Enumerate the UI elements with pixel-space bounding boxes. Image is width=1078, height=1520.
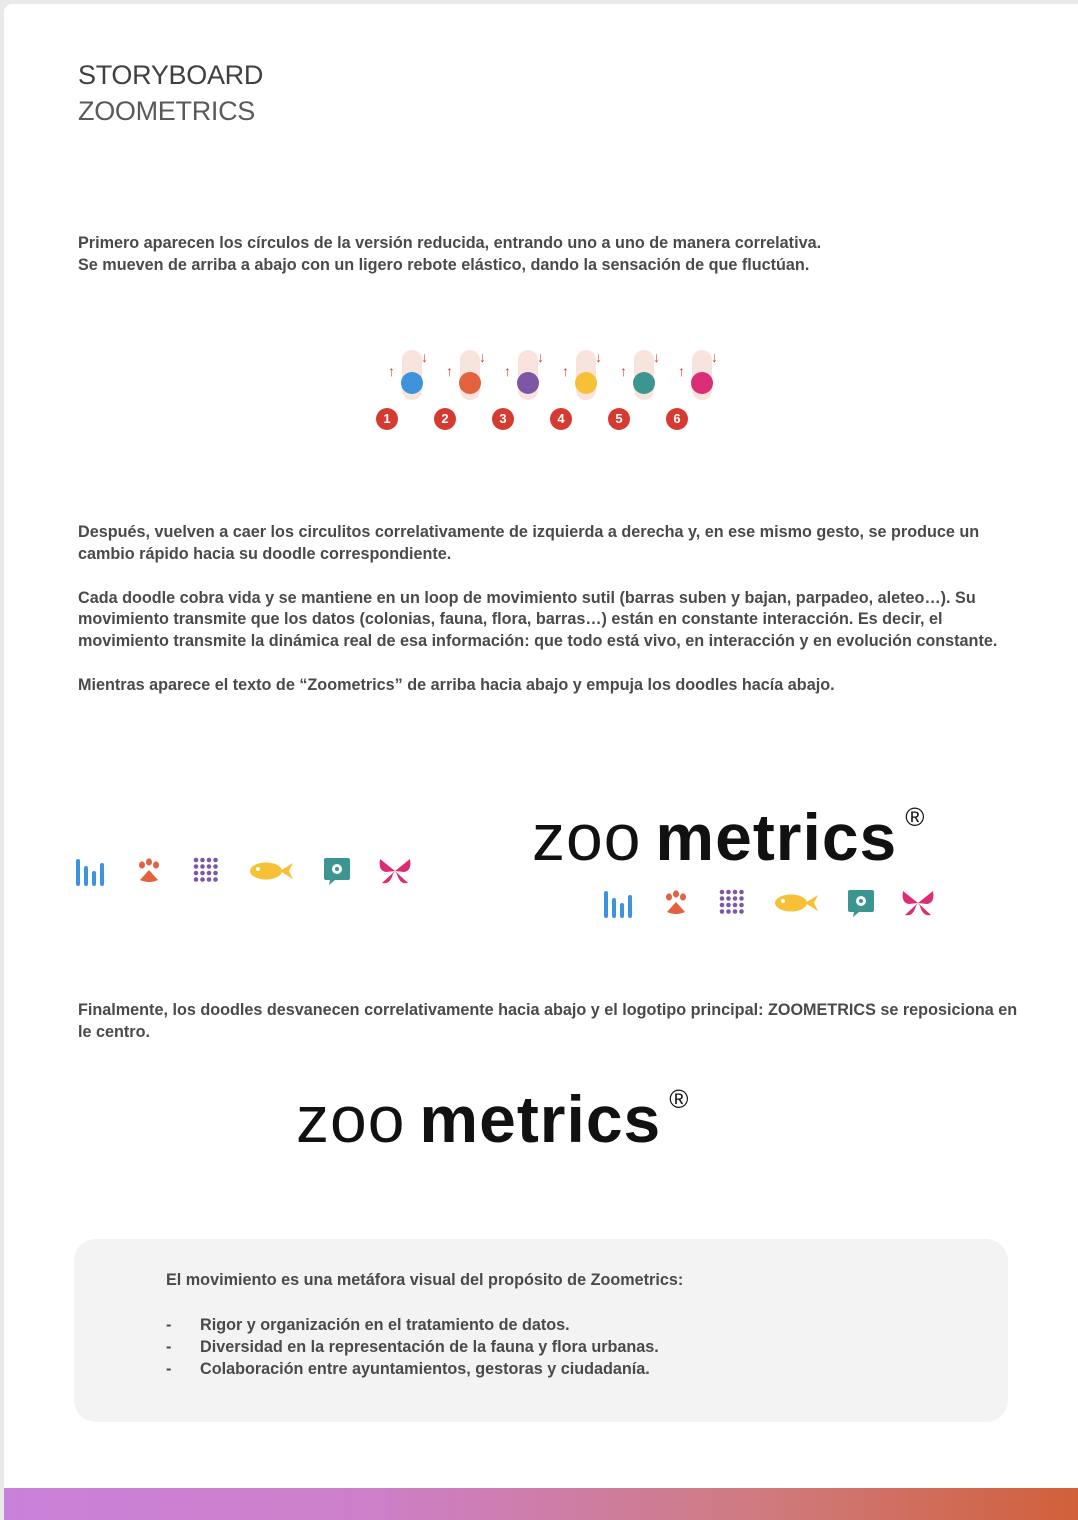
step-number-badge: 3 [492,408,514,430]
body-paragraph-2: Cada doodle cobra vida y se mantiene en un loop de movimiento sutil (barras suben y bajan, parpadeo, aleteo…). Su movimiento transmite que los datos (colonias, fauna, flora, barras…) están en constante interacción. Es decir, el movimiento transmite la dinámica real de esa información: que todo está vivo, en interacción y en evolución constante. [78,588,998,651]
circle-dot [517,372,539,394]
intro-line-2: Se mueven de arriba a abajo con un ligero rebote elástico, dando la sensación de que fluctúan. [78,255,810,274]
arrow-down-icon: ↓ [479,349,486,365]
zoometrics-logo-top [532,800,925,874]
logo-metrics: metrics [419,1082,662,1156]
bottom-gradient-bar [4,1488,1078,1520]
arrow-down-icon: ↓ [653,349,660,365]
body-text [78,522,1028,697]
step-number-badge: 6 [666,408,688,430]
summary-heading: El movimiento es una metáfora visual del propósito de Zoometrics: [166,1271,684,1289]
logo-registered-mark: ® [669,1084,689,1114]
dot-grid-icon [716,886,750,920]
list-dash: - [166,1359,172,1378]
logo-registered-mark: ® [905,802,925,832]
circle-dot [575,372,597,394]
butterfly-icon [901,886,935,920]
logo-zoo: zoo [296,1082,406,1156]
arrow-down-icon: ↓ [421,349,428,365]
speech-bubble-icon [320,854,354,888]
list-item [166,1315,659,1337]
arrow-down-icon: ↓ [711,349,718,365]
doodle-row-under-logo [602,886,935,920]
animation-step [674,344,734,434]
page-subtitle: ZOOMETRICS [78,96,255,126]
speech-bubble-icon [844,886,878,920]
circle-dot [401,372,423,394]
step-number-badge: 2 [434,408,456,430]
arrow-down-icon: ↓ [595,349,602,365]
fish-icon [248,854,296,888]
circle-animation-strip [4,344,1078,434]
arrow-down-icon: ↓ [537,349,544,365]
list-item [166,1337,659,1359]
intro-paragraph [78,233,1028,277]
list-item-text: Diversidad en la representación de la fauna y flora urbanas. [200,1337,659,1356]
doodle-row-left [74,854,412,888]
list-item-text: Rigor y organización en el tratamiento de datos. [200,1316,570,1334]
arrow-up-icon: ↑ [562,363,569,379]
arrow-up-icon: ↑ [504,363,511,379]
final-paragraph: Finalmente, los doodles desvanecen correlativamente hacia abajo y el logotipo principal: ZOOMETRICS se reposiciona en le centro. [78,1001,1018,1041]
list-dash: - [166,1316,172,1334]
arrow-up-icon: ↑ [620,363,627,379]
step-number-badge: 4 [550,408,572,430]
list-item [166,1359,659,1381]
body-paragraph-3: Mientras aparece el texto de “Zoometrics” de arriba hacia abajo y empuja los doodles hacía abajo. [78,675,835,694]
arrow-up-icon: ↑ [446,363,453,379]
logo-zoo: zoo [532,800,642,874]
fish-icon [773,886,821,920]
step-number-badge: 5 [608,408,630,430]
butterfly-icon [378,854,412,888]
circle-dot [633,372,655,394]
list-dash: - [166,1337,172,1356]
body-paragraph-1: Después, vuelven a caer los circulitos correlativamente de izquierda a derecha y, en ese mismo gesto, se produce un cambio rápido hacia su doodle correspondiente. [78,523,980,563]
summary-list [166,1315,659,1380]
dot-grid-icon [190,854,224,888]
logo-metrics: metrics [655,800,898,874]
circle-dot [459,372,481,394]
step-number-badge: 1 [376,408,398,430]
bar-chart-icon [74,854,108,888]
paw-icon [659,886,693,920]
list-item-text: Colaboración entre ayuntamientos, gestoras y ciudadanía. [200,1359,650,1378]
storyboard-page [4,4,1078,1520]
paw-icon [132,854,166,888]
zoometrics-logo-centered [296,1082,689,1156]
bar-chart-icon [602,886,636,920]
summary-box [74,1239,1008,1422]
arrow-up-icon: ↑ [678,363,685,379]
intro-line-1: Primero aparecen los círculos de la versión reducida, entrando uno a uno de manera correlativa. [78,234,822,252]
arrow-up-icon: ↑ [388,363,395,379]
circle-dot [691,372,713,394]
page-title: STORYBOARD [78,60,264,90]
